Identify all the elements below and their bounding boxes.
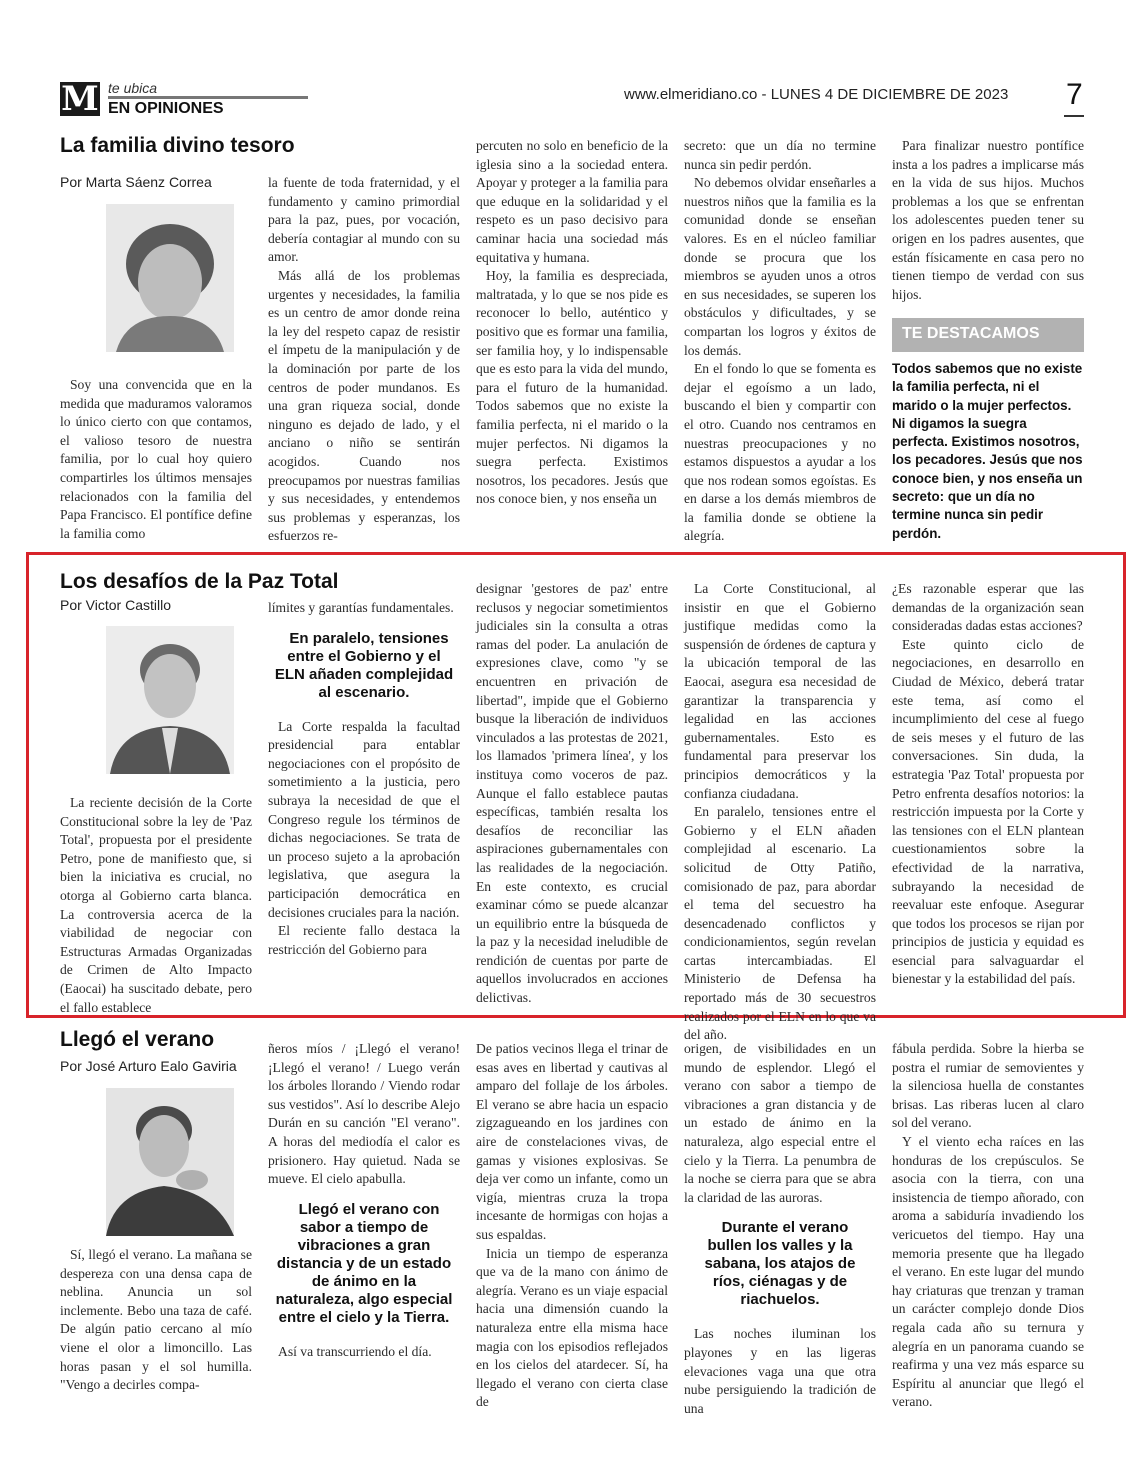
page-number: 7 (1066, 78, 1083, 111)
author-photo-2 (106, 626, 234, 774)
paragraph: La Corte respalda la facultad presidencial para entablar negociaciones con el propósito de sometimiento a la justicia, pero subraya la necesidad de que el Congreso regule los términos de dichas negociaciones. Se trata de un proceso sujeto a la aprobación legislativa, que asegura la participación democrática en decisiones cruciales para la nación. (268, 718, 460, 920)
paragraph: La Corte Constitucional, al insistir en que el Gobierno justifique medidas como la suspensión de órdenes de captura y la ubicación temporal de las Eaocai, asegura esa necesidad de garantizar la transparencia y legalidad en las acciones gubernamentales. Esto es fundamental para preservar los principios democráticos y la confianza ciudadana. (684, 581, 876, 801)
paragraph: límites y garantías fundamentales. (268, 600, 454, 615)
paragraph: Para finalizar nuestro pontífice insta a los padres a implicarse más en la vida de sus hijos. Muchos problemas a los que se enfrentan los adolescentes pueden tener su origen en los padres ausentes, que están físicamente en casa pero no tienen tiempo de verdad con sus hijos. (892, 138, 1084, 302)
paragraph: la fuente de toda fraternidad, y el fundamento y camino primordial para la paz, pues, por vocación, debería contagiar al mundo con su amor. (268, 175, 460, 265)
article-3-column-2 (268, 1040, 460, 1361)
article-1-column-2 (268, 174, 460, 546)
pull-quote: En paralelo, tensiones entre el Gobierno y el ELN añaden complejidad al escenario. (274, 629, 454, 701)
paragraph: Soy una convencida que en la medida que maduramos valoramos lo único cierto con que contamos, el valioso tesoro de nuestra familia, por lo cual hoy quiero compartirles los últimos mensajes relacionados con la familia del Papa Francisco. El pontífice define la familia como (60, 377, 252, 541)
paragraph: percuten no solo en beneficio de la iglesia sino a la sociedad entera. Apoyar y proteger a la familia para que eduque en la solidaridad y el respeto es un paso decisivo para caminar hacia una sociedad más equitativa y humana. (476, 138, 668, 265)
article-3-byline: Por José Arturo Ealo Gaviria (60, 1058, 237, 1074)
paragraph: Y el viento echa raíces en las honduras de los crepúsculos. Se asocia con la tierra, con una insistencia de tiempo añorado, con aroma a sabiduría invadiendo los vericuetos del tiempo. Hay una memoria presente que ha llegado el verano. En este lugar del mundo hay criaturas que trenzan y traman un carácter complejo donde Dios regala cada año su ternura y alegría en un panorama cuando se reafirma y una vez más esparce su Espíritu al anunciar que llegó el verano. (892, 1133, 1084, 1410)
author-portrait-icon (106, 204, 234, 352)
article-3-column-4 (684, 1040, 876, 1418)
paragraph: Más allá de los problemas urgentes y necesidades, la familia es un centro de amor donde reina la ley del respeto capaz de resistir el ímpetu de la manipulación y de la dominación por parte de los centros de poder mundanos. Es una gran riqueza social, donde ninguno es dejado de lado, y el anciano o niño se sentirán acogidos. Cuando nos preocupamos por nuestras familias y sus necesidades, y entendemos sus problemas y esperanzas, los esfuerzos re- (268, 267, 460, 544)
pull-quote: Durante el verano bullen los valles y la sabana, los atajos de ríos, ciénagas y de riachuelos. (704, 1219, 856, 1309)
paragraph: ¿Es razonable esperar que las demandas de la organización sean consideradas dadas estas acciones? (892, 581, 1084, 634)
pull-quote: Llegó el verano con sabor a tiempo de vibraciones a gran distancia y de un estado de ánimo en la naturaleza, algo especial entre el cielo y la Tierra. (275, 1200, 453, 1326)
paragraph: La reciente decisión de la Corte Constitucional sobre la ley de 'Paz Total', propuesta por el presidente Petro, pone de manifiesto que, si bien la iniciativa es crucial, no otorga al Gobierno carta blanca. La controversia acerca de la viabilidad de negociar con Estructuras Armadas Organizadas de Crimen de Alto Impacto (Eaocai) ha suscitado debate, pero el fallo establece (60, 795, 252, 1015)
highlight-text: Todos sabemos que no existe la familia perfecta, ni el marido o la mujer perfectos. Ni digamos la suegra perfecta. Existimos nosotros, los pecadores. Jesús que nos conoce bien, y nos enseña un secreto: que un día no termine nunca sin pedir perdón. (892, 361, 1083, 541)
paragraph: No debemos olvidar enseñarles a nuestros niños que la familia es la comunidad donde se enseñan valores. Es en el núcleo familiar donde se procura que los miembros se ayuden unos a otros en sus necesidades, se superen los obstáculos y dificultades, y se compartan los logros y éxitos de los demás. (684, 175, 876, 358)
paragraph: designar 'gestores de paz' entre reclusos y negociar sometimientos judiciales sin la consulta a otras ramas del poder. La anulación de expresiones clave, como "y se encuentren en privación de libertad", impide que el Gobierno busque la liberación de individuos vinculados a las protestas de 2021, los llamados 'primera línea', y los instituya como voceros de paz. Aunque el fallo establece pautas específicas, también resalta los desafíos de reconciliar las aspiraciones gubernamentales con las realidades de la negociación. En este contexto, es crucial examinar cómo se puede alcanzar un equilibrio entre la búsqueda de la paz y la necesidad ineludible de rendición de cuentas por parte de aquellos involucrados en acciones delictivas. (476, 581, 668, 1006)
paragraph: En paralelo, tensiones entre el Gobierno y el ELN añaden complejidad al escenario. La solicitud de Otty Patiño, comisionado de paz, para abordar el tema del secuestro ha desencadenado conflictos y condicionamientos, según revelan cartas intercambiadas. El Ministerio de Defensa ha reportado más de 30 secuestros realizados por el ELN en lo que va del año. (684, 804, 876, 1043)
author-photo-3 (106, 1088, 234, 1236)
paragraph: Sí, llegó el verano. La mañana se despereza con una densa capa de neblina. Anuncia un sol inclemente. Bebo una taza de café. De algún patio cercano al mío viene el olor a limoncillo. Las horas pasan y el sol humilla. "Vengo a decirles compa- (60, 1247, 252, 1393)
article-1-column-5 (892, 137, 1084, 304)
article-2-column-3 (476, 580, 668, 1008)
author-portrait-icon (106, 626, 234, 774)
author-portrait-icon (106, 1088, 234, 1236)
author-photo-1 (106, 204, 234, 352)
article-2-column-5 (892, 580, 1084, 989)
article-1-byline: Por Marta Sáenz Correa (60, 174, 212, 190)
paragraph: Este quinto ciclo de negociaciones, en desarrollo en Ciudad de México, deberá tratar este tema, así como el incumplimiento del cese al fuego de seis meses y el futuro de las conversaciones. Sin duda, la estrategia 'Paz Total' propuesta por Petro enfrenta desafíos notorios: la restricción impuesta por la Corte y las tensiones con el ELN plantean cuestionamientos sobre la efectividad de la narrativa, subrayando la necesidad de reevaluar este enfoque. Asegurar que todos los procesos se rijan por principios de justicia y equidad es esencial para salvaguardar el bienestar y la estabilidad del país. (892, 636, 1084, 987)
highlight-label: TE DESTACAMOS (902, 325, 1040, 342)
article-2-title: Los desafíos de la Paz Total (60, 570, 339, 593)
paragraph: origen, de visibilidades en un mundo de esplendor. Llegó el verano con sabor a tiempo de vibraciones a gran distancia y de un estado de ánimo en la naturaleza, algo especial entre el cielo y la Tierra. La penumbra de la noche se cierra para que se abra la claridad de las auroras. (684, 1041, 876, 1205)
section-label: EN OPINIONES (108, 100, 224, 117)
article-1-title: La familia divino tesoro (60, 134, 295, 157)
article-3-column-1 (60, 1246, 252, 1395)
article-1-column-3 (476, 137, 668, 509)
paragraph: secreto: que un día no termine nunca sin pedir perdón. (684, 138, 876, 172)
paragraph: Inicia un tiempo de esperanza que va de la mano con ánimo de alegría. Verano es un viaje espacial hacia una dimensión cuando la naturaleza entre ella misma hace magia con los episodios reflejados en los cielos del atardecer. Sí, ha llegado el verano con cierta clase de (476, 1245, 668, 1410)
paragraph: ñeros míos / ¡Llegó el verano! ¡Llegó el verano! / Luego verán los árboles llorando / Viendo rodar sus vestidos". Así lo describe Alejo Durán en su canción "El verano". A horas del mediodía el calor es prisionero. Hay quietud. Nada se mueve. El cielo apabulla. (268, 1041, 460, 1187)
article-3-column-5 (892, 1040, 1084, 1412)
article-2-column-4 (684, 580, 876, 1045)
page-number-rule (1064, 115, 1084, 117)
paragraph: El reciente fallo destaca la restricción del Gobierno para (268, 923, 460, 957)
article-2-column-1 (60, 794, 252, 1017)
newspaper-logo: M (61, 79, 99, 119)
paragraph: En el fondo lo que se fomenta es dejar el egoísmo a un lado, buscando el bien y compartir con el otro. Cuando nos centramos en nuestras preocupaciones y no estamos dispuestos a ayudar a los que nos rodean somos egoístas. Es en darse a los demás miembros de la familia donde se obtiene la alegría. (684, 361, 876, 544)
article-2-column-2 (268, 599, 460, 959)
article-2-byline: Por Victor Castillo (60, 597, 172, 613)
paragraph: Hoy, la familia es despreciada, maltratada, y lo que se nos pide es reconocer lo bello, auténtico y positivo que es formar una familia, ser familia hoy, y lo indispensable que es esto para la vida del mundo, para el futuro de la humanidad. Todos sabemos que no existe la familia perfecta, ni el marido o la mujer perfectos. Ni digamos la suegra perfecta. Existimos nosotros, los pecadores. Jesús que nos conoce bien, y nos enseña un (476, 268, 668, 507)
paragraph: Así va transcurriendo el día. (278, 1343, 432, 1359)
tagline: te ubica (108, 80, 158, 96)
article-1-column-4 (684, 137, 876, 546)
tagline-rule (108, 96, 308, 99)
article-1-column-1 (60, 376, 252, 543)
paragraph: De patios vecinos llega el trinar de esas aves en libertad y cautivas al amparo del follaje de los árboles. El verano se abre hacia un espacio zigzagueando en los jardines con aire de constelaciones vivas, de gamas y visiones explosivas. Se deja ver como un infante, como un vigía, mientras cruza la tropa incesante de hormigas con hojas a sus espaldas. (476, 1041, 668, 1242)
paragraph: Las noches iluminan los playones y en las ligeras elevaciones vaga una que otra nube persiguiendo la tradición de una (684, 1326, 876, 1416)
paragraph: fábula perdida. Sobre la hierba se postra el rumiar de semovientes y la silenciosa huella de constantes brisas. Las riberas lucen al claro sol del verano. (892, 1041, 1084, 1131)
article-3-title: Llegó el verano (60, 1028, 215, 1051)
site-and-date: www.elmeridiano.co - LUNES 4 DE DICIEMBRE DE 2023 (624, 86, 1009, 103)
article-3-column-3 (476, 1040, 668, 1412)
